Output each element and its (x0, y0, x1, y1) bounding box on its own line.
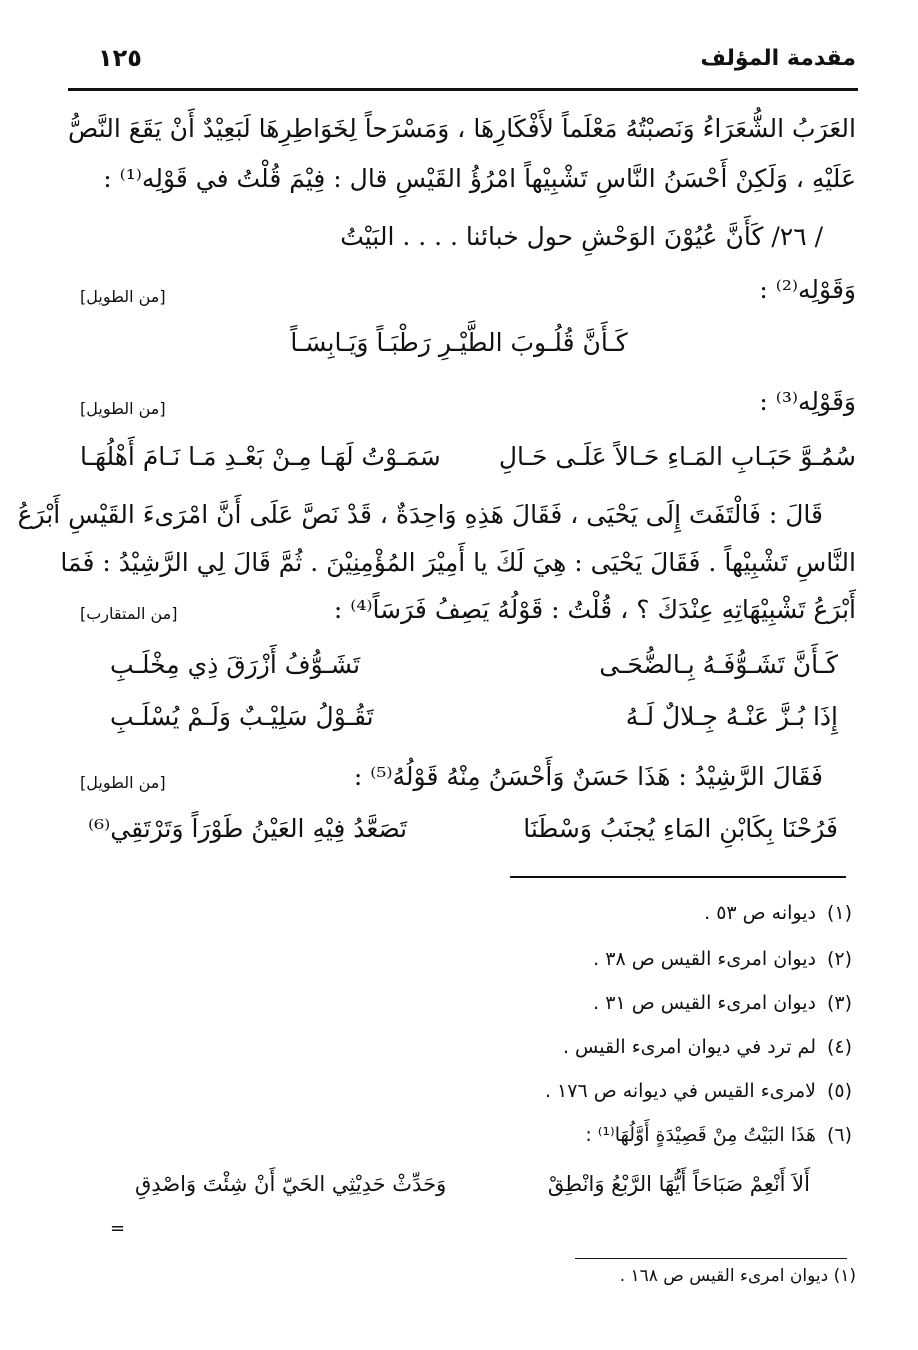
quote-intro: وَقَوْلِه⁽³⁾ : (759, 387, 856, 416)
text-line: / ٢٦/ كَأَنَّ عُيُوْنَ الوَحْشِ حول خبائنا . . . . البَيْتُ (340, 222, 823, 251)
quote-intro: فَقَالَ الرَّشِيْدُ : هَذَا حَسَنٌ وَأَحْسَنُ مِنْهُ قَوْلُهُ⁽⁵⁾ : (353, 762, 823, 791)
meter-label: [من الطويل] (80, 399, 166, 418)
meter-label: [من الطويل] (80, 287, 166, 306)
footnote-text: ديوانه ص ٥٣ . (704, 902, 816, 924)
footnote (704, 902, 852, 924)
subfootnote-separator (575, 1258, 847, 1259)
footnote-number: (١) (826, 902, 852, 924)
footnote-separator (510, 876, 846, 878)
running-header-title: مقدمة المؤلف (700, 46, 856, 71)
continuation-mark: = (110, 1218, 126, 1239)
text-line: العَرَبُ الشُّعَرَاءُ وَنَصبْتُهُ مَعْلَماً لأَفْكَارِهَا ، وَمَسْرَحاً لِخَوَاطِرِهَا لَبَعِيْدٌ أَنْ يَقَعَ النَّصُّ (68, 114, 856, 143)
footnote (563, 1036, 852, 1058)
footnote-text: لامرىء القيس في ديوانه ص ١٧٦ . (544, 1080, 816, 1102)
subfootnote: (١) ديوان امرىء القيس ص ١٦٨ . (619, 1266, 856, 1286)
header-rule (68, 88, 858, 91)
footnote-verse-hemistich: وَحَدِّثْ حَدِيْثِي الحَيّ أَنْ شِئْتَ وَاصْدِقِ (135, 1172, 447, 1196)
text-line: أَبْرَعُ تَشْبِيْهَاتِهِ عِنْدَكَ ؟ ، قُلْتُ : قَوْلُهُ يَصِفُ فَرَسَاً⁽⁴⁾ : (333, 595, 856, 624)
verse-hemistich: سُمُـوَّ حَبَـابِ المَـاءِ حَـالاً عَلَـى حَـالِ (498, 442, 856, 471)
meter-label: [من المتقارب] (80, 604, 178, 623)
verse-hemistich: إِذَا بُـزَّ عَنْـهُ جِـلالٌ لَـهُ (625, 702, 838, 731)
text-line: النَّاسِ تَشْبِيْهاً . فَقَالَ يَحْيَى : هِيَ لَكَ يا أَمِيْرَ المُؤْمِنِيْنَ . ثُمَّ قَالَ لِي الرَّشِيْدُ : فَمَا (60, 548, 856, 577)
verse-hemistich: فَرُحْنَا بِكَابْنِ المَاءِ يُجنَبُ وَسْطَنَا (523, 814, 838, 843)
footnote-text: لم ترد في ديوان امرىء القيس . (562, 1036, 816, 1058)
quote-intro: وَقَوْلِه⁽²⁾ : (759, 275, 856, 304)
footnote (593, 948, 852, 970)
footnote-number: (٢) (826, 948, 852, 970)
verse-hemistich: تَقُـوْلُ سَلِيْـبٌ وَلَـمْ يُسْلَـبِ (110, 702, 374, 731)
footnote-number: (٣) (826, 992, 852, 1014)
verse-hemistich: تَصَعَّدُ فِيْهِ العَيْنُ طَوْرَاً وَتَرْتَقِي⁽⁶⁾ (88, 814, 408, 843)
page-number: ١٢٥ (98, 44, 142, 72)
footnote-text: هَذَا البَيْتُ مِنْ قَصِيْدَةٍ أَوَّلُهَا⁽¹⁾ : (585, 1124, 816, 1146)
footnote-number: (٦) (826, 1124, 852, 1146)
verse-hemistich: كَـأَنَّ تَشَـوُّفَـهُ بِـالضُّحَـى (599, 650, 838, 679)
text-line: عَلَيْهِ ، وَلَكِنْ أَحْسَنُ النَّاسِ تَشْبِيْهاً امْرُؤُ القَيْسِ قال : فِيْمَ قُلْتُ في قَوْلِه⁽¹⁾ : (103, 164, 856, 193)
text-line: قَالَ : فَالْتَفَتَ إِلَى يَحْيَى ، فَقَالَ هَذِهِ وَاحِدَةٌ ، قَدْ نَصَّ عَلَى أَنَّ امْرَىءَ القَيْسِ أَبْرَعُ (17, 500, 823, 529)
footnote-number: (٥) (826, 1080, 852, 1102)
footnote-text: ديوان امرىء القيس ص ٣٨ . (593, 948, 816, 970)
meter-label: [من الطويل] (80, 773, 166, 792)
footnote (585, 1124, 852, 1146)
verse-hemistich: تَشَـوُّفُ أَزْرَقَ ذِي مِخْلَـبِ (110, 650, 361, 679)
verse-line: كَـأَنَّ قُلُـوبَ الطَّيْـرِ رَطْبَـاً وَيَـابِسَـاً (290, 328, 628, 357)
footnote-verse-hemistich: أَلاَ أَنْعِمْ صَبَاحَاً أَيُّهَا الرَّبْعُ وَانْطِقْ (547, 1172, 810, 1196)
footnote-number: (٤) (826, 1036, 852, 1058)
footnote (545, 1080, 852, 1102)
verse-hemistich: سَمَـوْتُ لَهَـا مِـنْ بَعْـدِ مَـا نَـامَ أَهْلُهَـا (80, 442, 441, 471)
footnote (593, 992, 852, 1014)
footnote-text: ديوان امرىء القيس ص ٣١ . (593, 992, 816, 1014)
